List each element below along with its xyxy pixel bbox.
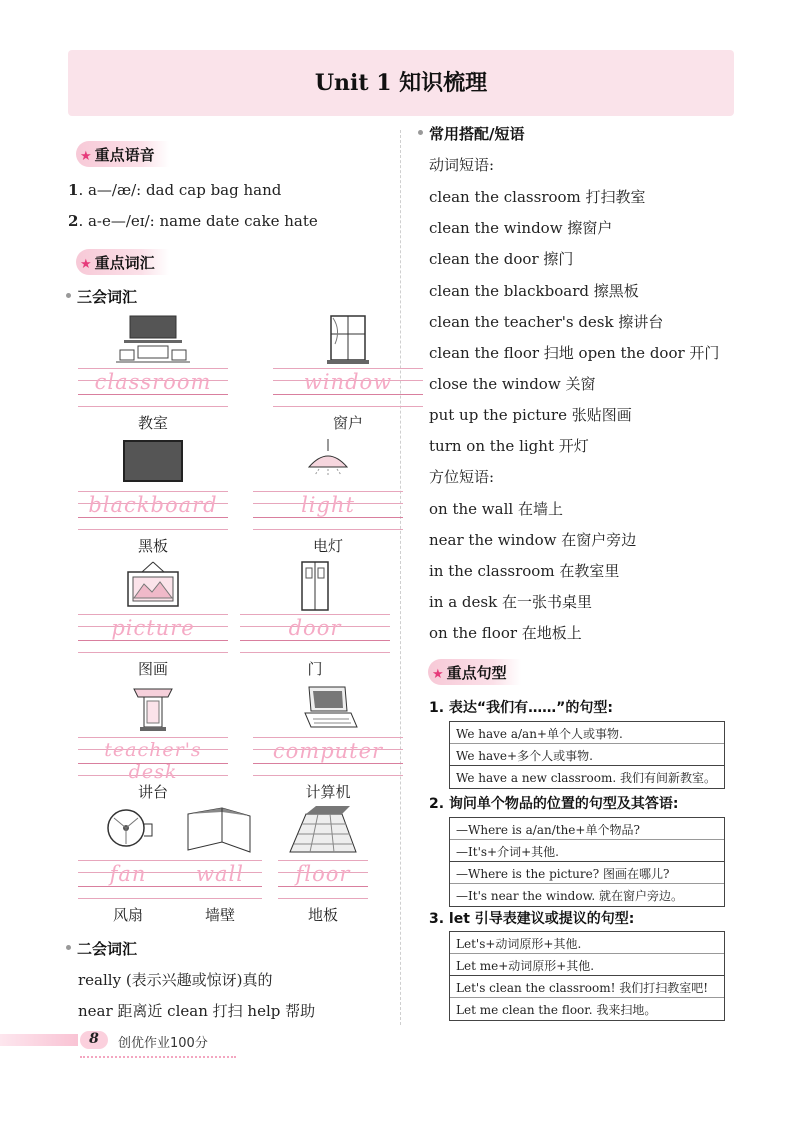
fan-icon (90, 806, 164, 858)
vocab-meaning: 教室 (137, 414, 168, 432)
page-title: Unit 1 知识梳理 (314, 70, 488, 96)
place-phrase: on the floor 在地板上 (429, 624, 582, 642)
pattern-row: —It's+介词+其他. (450, 840, 724, 862)
pattern-title-2: 2. 询问单个物品的位置的句型及其答语: (429, 796, 679, 812)
verb-phrase: clean the window 擦窗户 (429, 219, 613, 237)
door-icon (278, 560, 352, 612)
vocab-word: computer (272, 739, 384, 763)
bullet-dot (418, 130, 423, 135)
verb-phrase-label: 动词短语: (429, 156, 495, 174)
sub-head-phrases: 常用搭配/短语 (418, 123, 524, 144)
vocab-meaning: 窗户 (332, 414, 363, 432)
pattern-row: We have+多个人或事物. (450, 744, 724, 766)
pattern-row: Let me clean the floor. 我来扫地。 (456, 1003, 657, 1017)
vocab-meaning: 门 (307, 660, 323, 678)
vocab-word: teacher's desk (104, 739, 202, 783)
pattern-box-3 (449, 931, 725, 1021)
verb-phrase: put up the picture 张贴图画 (429, 406, 632, 424)
star-icon: ★ (80, 257, 92, 272)
sub-head-three: 三会词汇 (66, 286, 137, 307)
place-phrase: in a desk 在一张书桌里 (429, 593, 592, 611)
pattern-row: —It's near the window. 就在窗户旁边。 (456, 889, 684, 903)
section-head-sentences: ★ 重点句型 (428, 659, 521, 685)
vocab-word: blackboard (88, 493, 218, 517)
star-icon: ★ (80, 149, 92, 164)
vocab-meaning: 计算机 (305, 783, 351, 801)
section-head-vocab: ★ 重点词汇 (76, 249, 169, 275)
vocab-word: floor (295, 862, 351, 886)
pattern-row: —Where is the picture? 图画在哪儿? (450, 862, 724, 884)
footer-dots (80, 1056, 236, 1058)
page-number: 8 (80, 1031, 108, 1049)
vocab-meaning: 墙壁 (204, 906, 235, 924)
section-head-phonics: ★ 重点语音 (76, 141, 169, 167)
place-phrase: near the window 在窗户旁边 (429, 531, 637, 549)
phonics-line-1: 1. a—/æ/: dad cap bag hand (68, 181, 282, 199)
vocab-word: classroom (94, 370, 212, 394)
vocab-word: picture (111, 616, 195, 640)
footer-bar (0, 1034, 78, 1046)
sub-head-two: 二会词汇 (66, 938, 137, 959)
bullet-dot (66, 293, 71, 298)
classroom-icon (116, 314, 190, 366)
place-phrase-label: 方位短语: (429, 468, 495, 486)
star-icon: ★ (432, 667, 444, 682)
vocab-word: light (301, 493, 355, 517)
pattern-row: —Where is a/an/the+单个物品? (450, 818, 724, 840)
wall-icon (182, 806, 256, 858)
pattern-row: We have a new classroom. 我们有间新教室。 (456, 771, 716, 785)
vocab-word: door (288, 616, 342, 640)
vocab-meaning: 电灯 (312, 537, 343, 555)
vocab-word: window (303, 370, 393, 394)
pattern-row: Let me+动词原形+其他. (450, 954, 724, 976)
pattern-box-1 (449, 721, 725, 789)
vocab-word: fan (109, 862, 147, 886)
column-divider (400, 130, 401, 1025)
vocab-meaning: 地板 (307, 906, 338, 924)
blackboard-icon (116, 437, 190, 489)
bullet-dot (66, 945, 71, 950)
pattern-title-3: 3. let 引导表建议或提议的句型: (429, 911, 635, 927)
verb-phrase: clean the floor 扫地 open the door 开门 (429, 344, 720, 362)
verb-phrase: clean the teacher's desk 擦讲台 (429, 313, 664, 331)
picture-icon (116, 560, 190, 612)
pattern-row: We have a/an+单个人或事物. (450, 722, 724, 744)
vocab-word: wall (196, 862, 244, 886)
vocab-meaning: 风扇 (112, 906, 143, 924)
pattern-title-1: 1. 表达“我们有……”的句型: (429, 700, 613, 716)
verb-phrase: clean the blackboard 擦黑板 (429, 282, 639, 300)
floor-icon (286, 806, 360, 858)
computer-icon (291, 683, 365, 735)
footer-brand: 创优作业100分 (118, 1036, 208, 1051)
verb-phrase: turn on the light 开灯 (429, 437, 589, 455)
two-line-2: near 距离近 clean 打扫 help 帮助 (78, 1002, 316, 1020)
verb-phrase: clean the classroom 打扫教室 (429, 188, 646, 206)
place-phrase: on the wall 在墙上 (429, 500, 563, 518)
two-line-1: really (表示兴趣或惊讶)真的 (78, 971, 273, 989)
pattern-row: Let's+动词原形+其他. (450, 932, 724, 954)
vocab-meaning: 讲台 (137, 783, 168, 801)
title-band (68, 50, 734, 116)
vocab-meaning: 黑板 (137, 537, 168, 555)
verb-phrase: close the window 关窗 (429, 375, 596, 393)
phonics-line-2: 2. a-e—/eɪ/: name date cake hate (68, 212, 318, 230)
place-phrase: in the classroom 在教室里 (429, 562, 620, 580)
pattern-row: Let's clean the classroom! 我们打扫教室吧! (450, 976, 724, 998)
window-icon (311, 314, 385, 366)
verb-phrase: clean the door 擦门 (429, 250, 574, 268)
teachers-desk-icon (116, 683, 190, 735)
light-icon (291, 437, 365, 489)
vocab-meaning: 图画 (137, 660, 168, 678)
pattern-box-2 (449, 817, 725, 907)
